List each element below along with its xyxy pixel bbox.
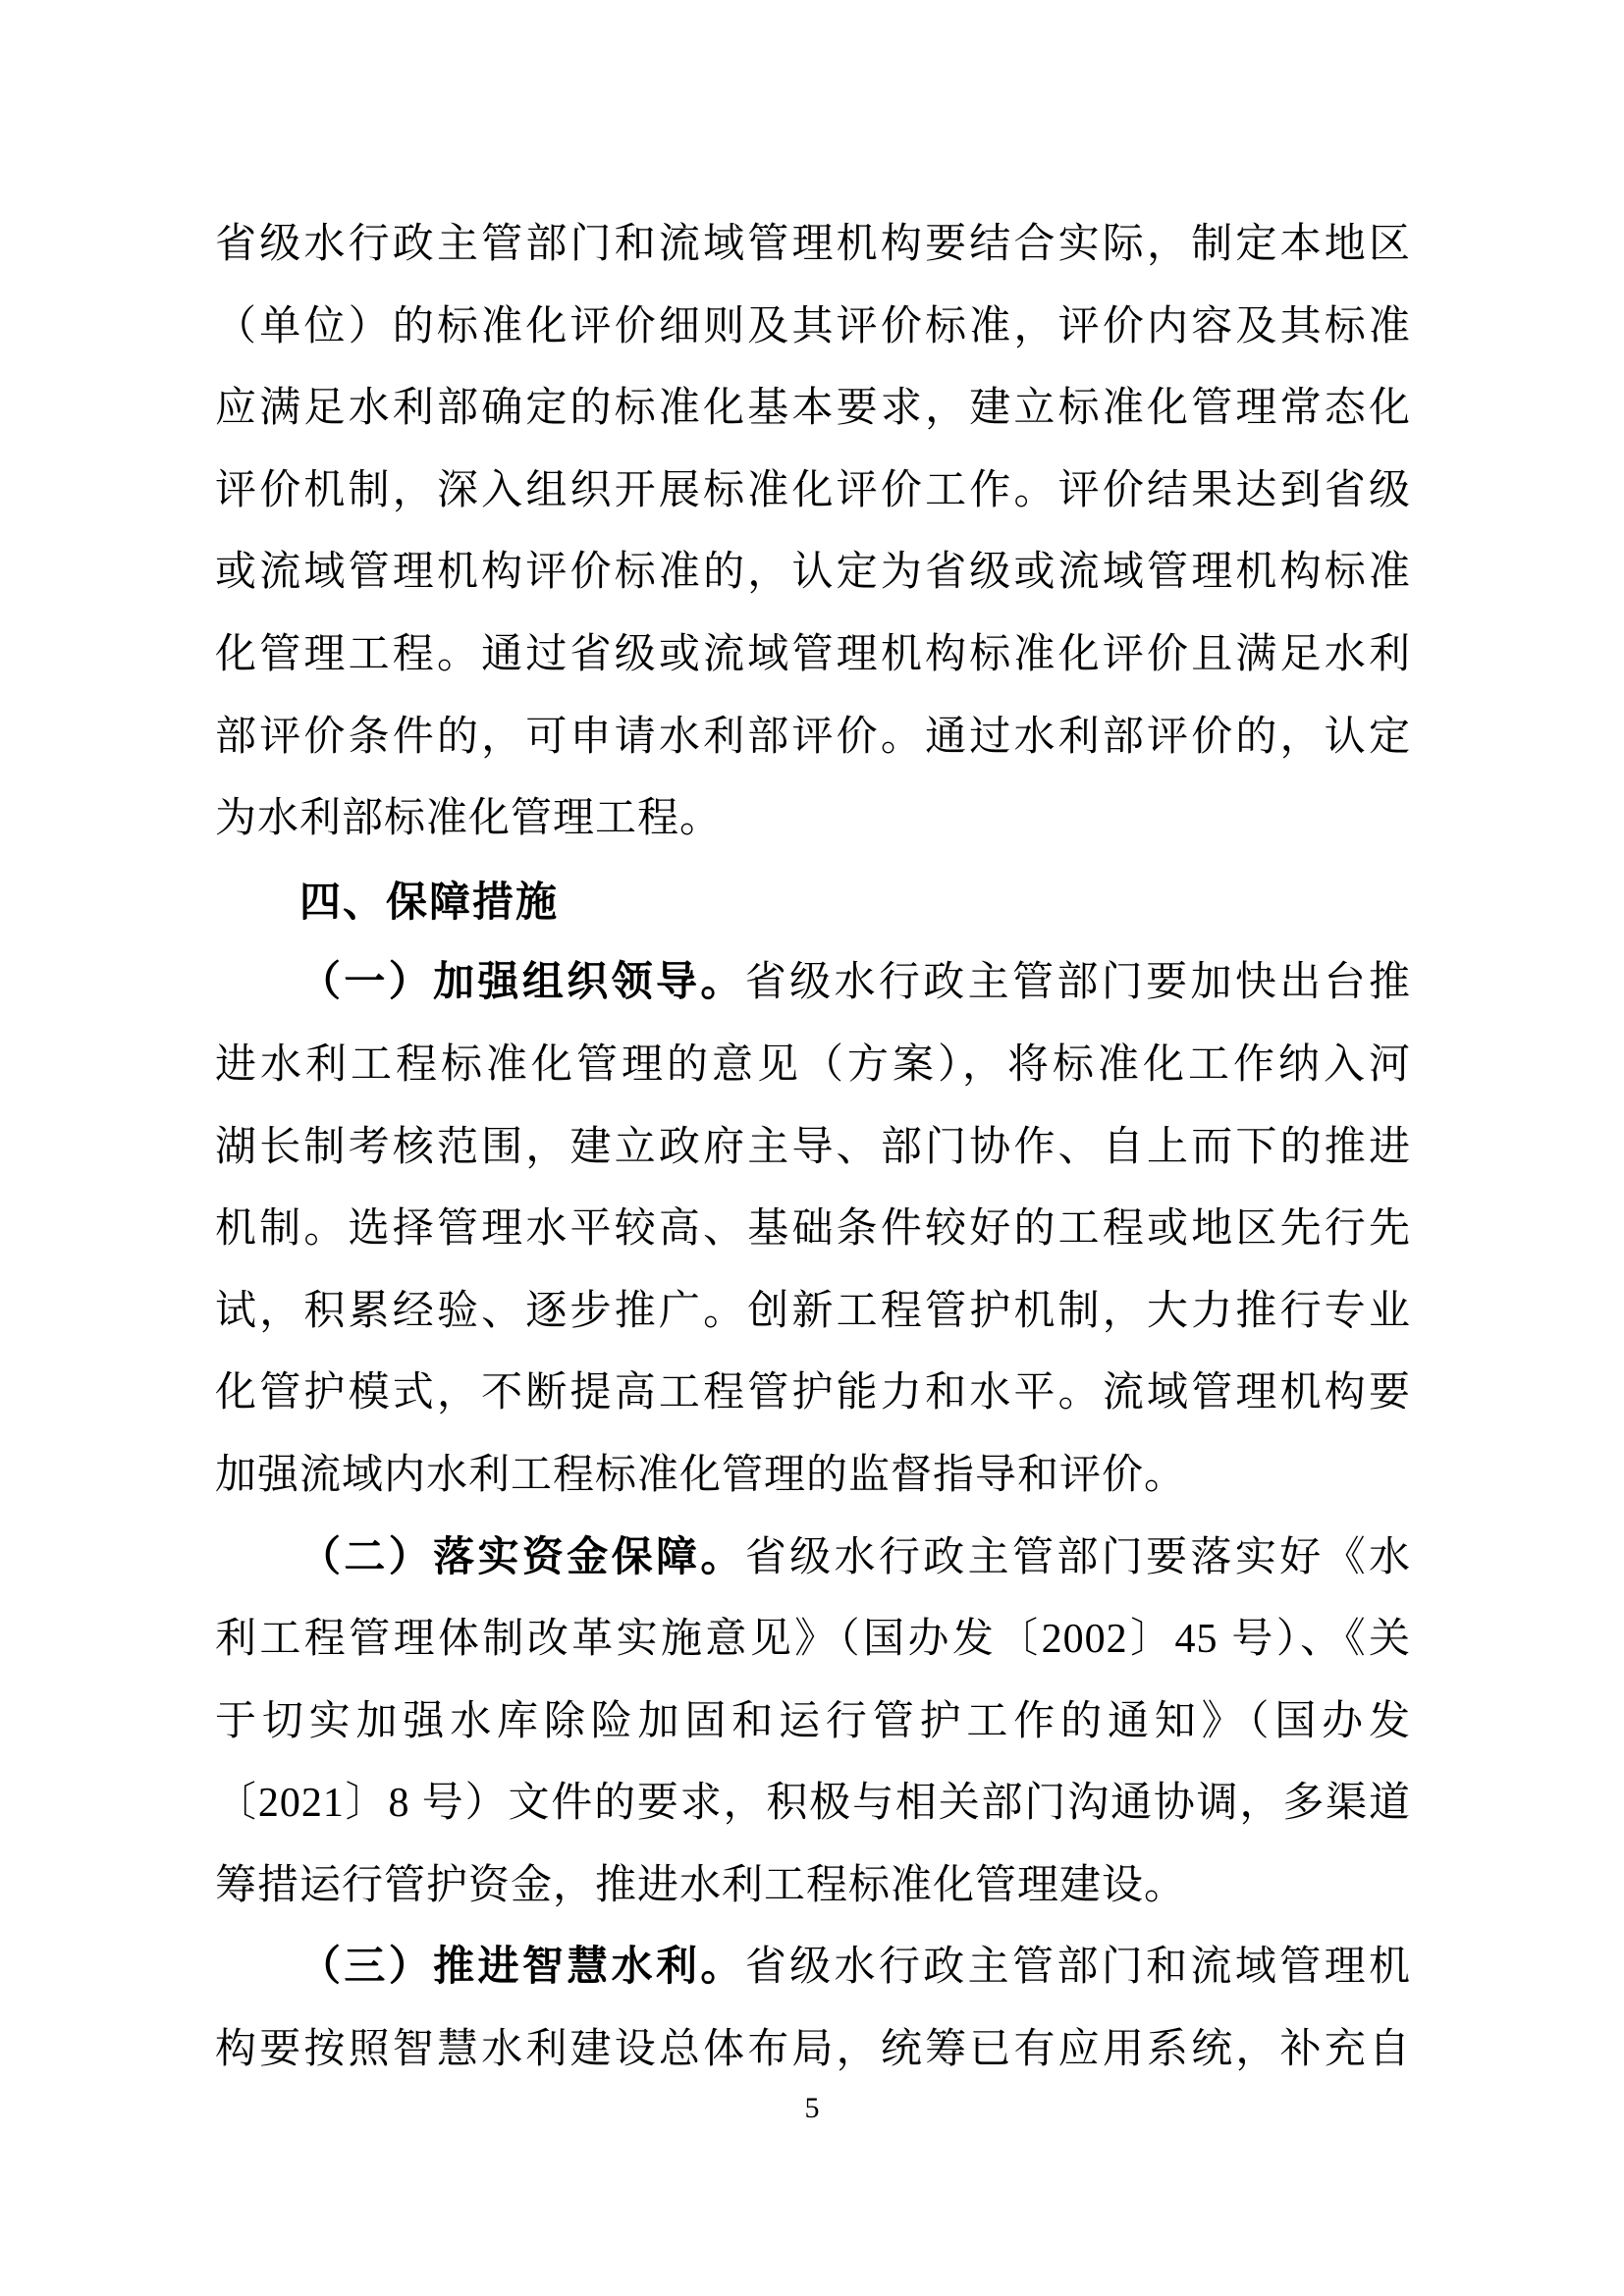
section-heading: 四、保障措施	[299, 878, 560, 925]
text-line: 省级水行政主管部门和流域管理机构要结合实际，制定本地区	[215, 222, 1411, 267]
text-line: 构要按照智慧水利建设总体布局，统筹已有应用系统，补充自	[215, 2027, 1411, 2073]
text-run: 省级水行政主管部门要加快出台推	[744, 960, 1411, 1006]
text-line: 进水利工程标准化管理的意见（方案），将标准化工作纳入河	[215, 1041, 1411, 1088]
text-line: 或流域管理机构评价标准的，认定为省级或流域管理机构标准	[215, 550, 1411, 596]
text-line	[215, 1927, 1411, 2009]
text-line: （单位）的标准化评价细则及其评价标准，评价内容及其标准	[215, 303, 1411, 349]
text-line: 机制。选择管理水平较高、基础条件较好的工程或地区先行先	[215, 1206, 1411, 1253]
text-block	[215, 204, 1411, 2092]
text-line: 试，积累经验、逐步推广。创新工程管护机制，大力推行专业	[215, 1288, 1411, 1334]
paragraph-lead: （二）落实资金保障。	[299, 1534, 745, 1580]
text-line: 加强流域内水利工程标准化管理的监督指导和评价。	[215, 1452, 1187, 1498]
page-number: 5	[804, 2092, 820, 2124]
text-line: 利工程管理体制改革实施意见》（国办发〔2002〕45 号）、《关	[215, 1617, 1411, 1663]
text-run: 省级水行政主管部门和流域管理机	[744, 1945, 1411, 1991]
text-line: 为水利部标准化管理工程。	[215, 796, 723, 842]
text-line	[215, 942, 1411, 1025]
text-line: 化管护模式，不断提高工程管护能力和水平。流域管理机构要	[215, 1370, 1411, 1416]
text-line: 〔2021〕8 号）文件的要求，积极与相关部门沟通协调，多渠道	[215, 1781, 1411, 1827]
paragraph-lead: （三）推进智慧水利。	[299, 1945, 745, 1991]
text-line: 化管理工程。通过省级或流域管理机构标准化评价且满足水利	[215, 631, 1411, 677]
text-line: 于切实加强水库除险加固和运行管护工作的通知》（国办发	[215, 1698, 1411, 1744]
text-line: 应满足水利部确定的标准化基本要求，建立标准化管理常态化	[215, 386, 1411, 432]
text-line	[215, 1518, 1411, 1600]
text-line: 筹措运行管护资金，推进水利工程标准化管理建设。	[215, 1862, 1187, 1908]
text-line: 湖长制考核范围，建立政府主导、部门协作、自上而下的推进	[215, 1124, 1411, 1170]
text-line: 部评价条件的，可申请水利部评价。通过水利部评价的，认定	[215, 714, 1411, 760]
text-line: 评价机制，深入组织开展标准化评价工作。评价结果达到省级	[215, 467, 1411, 513]
paragraph-lead: （一）加强组织领导。	[299, 960, 745, 1006]
text-run: 省级水行政主管部门要落实好《水	[744, 1534, 1411, 1580]
